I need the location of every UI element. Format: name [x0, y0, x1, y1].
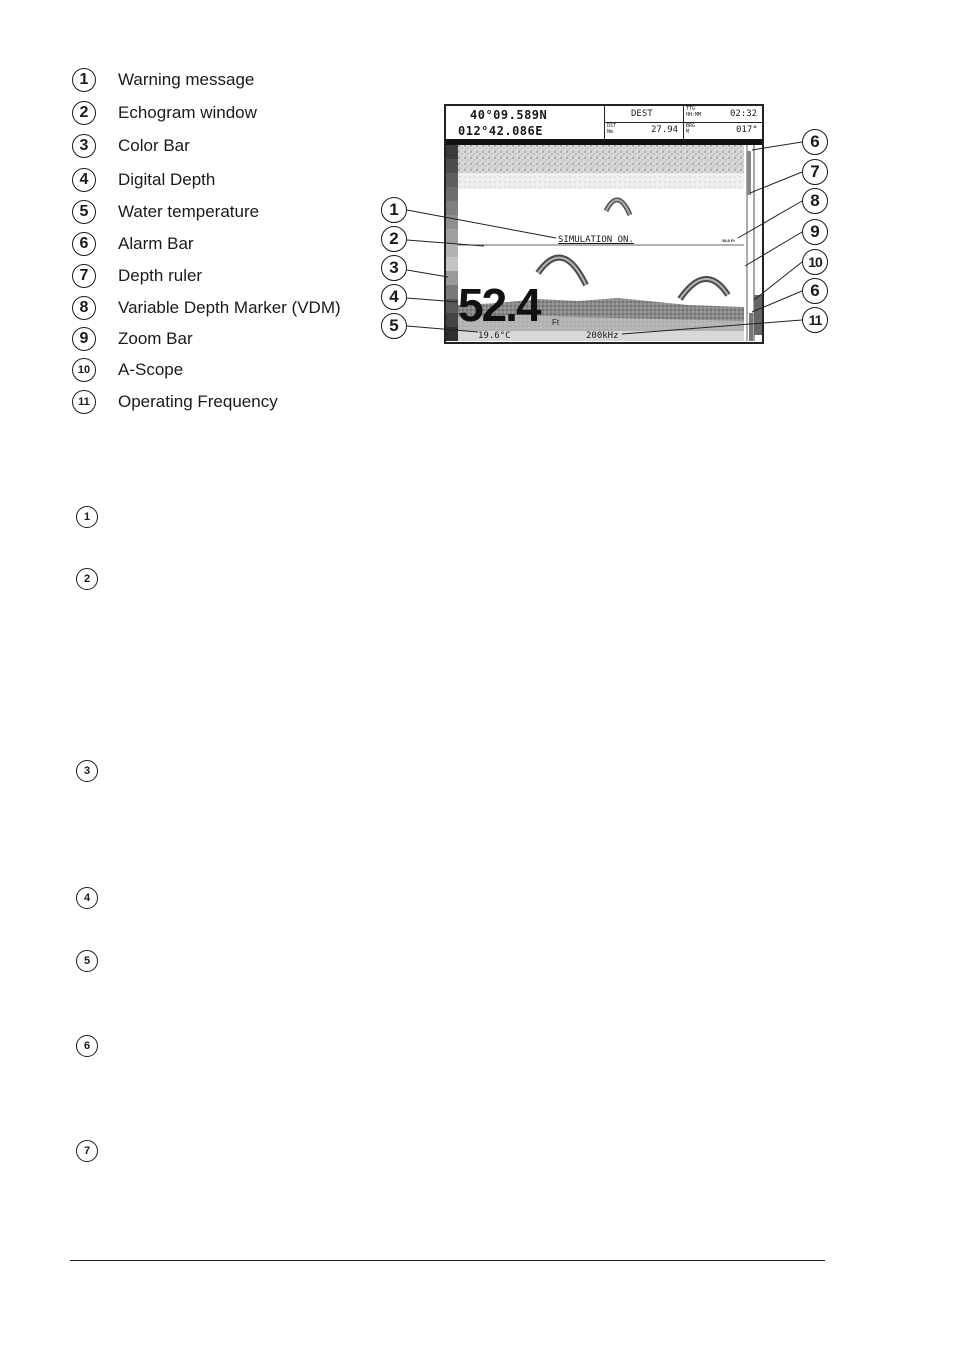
legend-number: 8 — [72, 296, 96, 320]
legend-label: Warning message — [118, 70, 255, 89]
alarm-bar-bottom — [749, 313, 753, 341]
operating-frequency: 200kHz — [586, 331, 619, 341]
callout-5: 5 — [381, 313, 407, 339]
callout-11: 11 — [802, 307, 828, 333]
sounder-screen-figure — [444, 104, 764, 344]
legend-number: 7 — [72, 264, 96, 288]
dst-unit: Nm — [607, 129, 614, 135]
screen-header — [446, 106, 762, 141]
ttg-label: TTG — [686, 106, 696, 112]
callout-7: 7 — [802, 159, 828, 185]
legend-item-zoom-bar — [72, 327, 392, 355]
legend-label: Alarm Bar — [118, 234, 194, 253]
dest-label: DEST — [631, 109, 653, 119]
legend-item-a-scope — [72, 358, 392, 386]
section-marker-4: 4 — [76, 887, 98, 909]
section-marker-2: 2 — [76, 568, 98, 590]
ttg-unit: HH:MM — [686, 112, 702, 118]
legend-number: 6 — [72, 232, 96, 256]
longitude-readout: 012°42.086E — [458, 124, 543, 138]
legend-item-digital-depth — [72, 168, 392, 196]
zoom-bar — [747, 151, 751, 195]
callout-2: 2 — [381, 226, 407, 252]
dst-label: DST — [607, 123, 617, 129]
section-marker-5: 5 — [76, 950, 98, 972]
vdm-value: 38.8 Ft — [722, 238, 735, 243]
legend-item-vdm — [72, 296, 392, 324]
brg-unit: M — [686, 129, 690, 135]
legend-label: Echogram window — [118, 103, 257, 122]
latitude-readout: 40°09.589N — [470, 108, 548, 122]
footer-rule — [70, 1260, 825, 1261]
callout-10: 10 — [802, 249, 828, 275]
legend-label: Color Bar — [118, 136, 190, 155]
callout-9: 9 — [802, 219, 828, 245]
callout-6: 6 — [802, 129, 828, 155]
legend-item-operating-frequency — [72, 390, 392, 418]
dst-value: 27.94 — [651, 125, 679, 135]
legend-item-warning-message — [72, 68, 392, 96]
brg-label: BRG — [686, 123, 696, 129]
legend-item-water-temperature — [72, 200, 392, 228]
ttg-value: 02:32 — [730, 109, 758, 119]
callout-3: 3 — [381, 255, 407, 281]
legend-label: Zoom Bar — [118, 329, 193, 348]
legend-label: A-Scope — [118, 360, 184, 379]
digital-depth: 52.4 — [458, 279, 540, 331]
callout-4: 4 — [381, 284, 407, 310]
legend-label: Operating Frequency — [118, 392, 278, 411]
legend-label: Water temperature — [118, 202, 260, 221]
section-marker-3: 3 — [76, 760, 98, 782]
brg-value: 017° — [736, 125, 758, 135]
legend-item-alarm-bar — [72, 232, 392, 260]
section-marker-1: 1 — [76, 506, 98, 528]
callout-6-bottom: 6 — [802, 278, 828, 304]
right-bars — [744, 145, 762, 341]
legend-number: 9 — [72, 327, 96, 351]
callout-8: 8 — [802, 188, 828, 214]
legend-item-depth-ruler — [72, 264, 392, 292]
legend-number: 5 — [72, 200, 96, 224]
legend-number: 2 — [72, 101, 96, 125]
section-marker-7: 7 — [76, 1140, 98, 1162]
section-marker-6: 6 — [76, 1035, 98, 1057]
legend-label: Depth ruler — [118, 266, 203, 285]
legend-number: 1 — [72, 68, 96, 92]
depth-unit: Ft — [552, 318, 560, 327]
legend-item-color-bar — [72, 134, 392, 162]
legend-item-echogram-window — [72, 101, 392, 129]
color-bar — [446, 145, 458, 341]
legend-label: Digital Depth — [118, 170, 216, 189]
legend-number: 11 — [72, 390, 96, 414]
a-scope — [754, 295, 762, 335]
legend-number: 10 — [72, 358, 96, 382]
callout-1: 1 — [381, 197, 407, 223]
legend-number: 3 — [72, 134, 96, 158]
legend-label: Variable Depth Marker (VDM) — [118, 298, 341, 317]
water-temperature: 19.6°C — [478, 331, 511, 341]
warning-message: SIMULATION ON. — [558, 235, 634, 245]
legend-number: 4 — [72, 168, 96, 192]
